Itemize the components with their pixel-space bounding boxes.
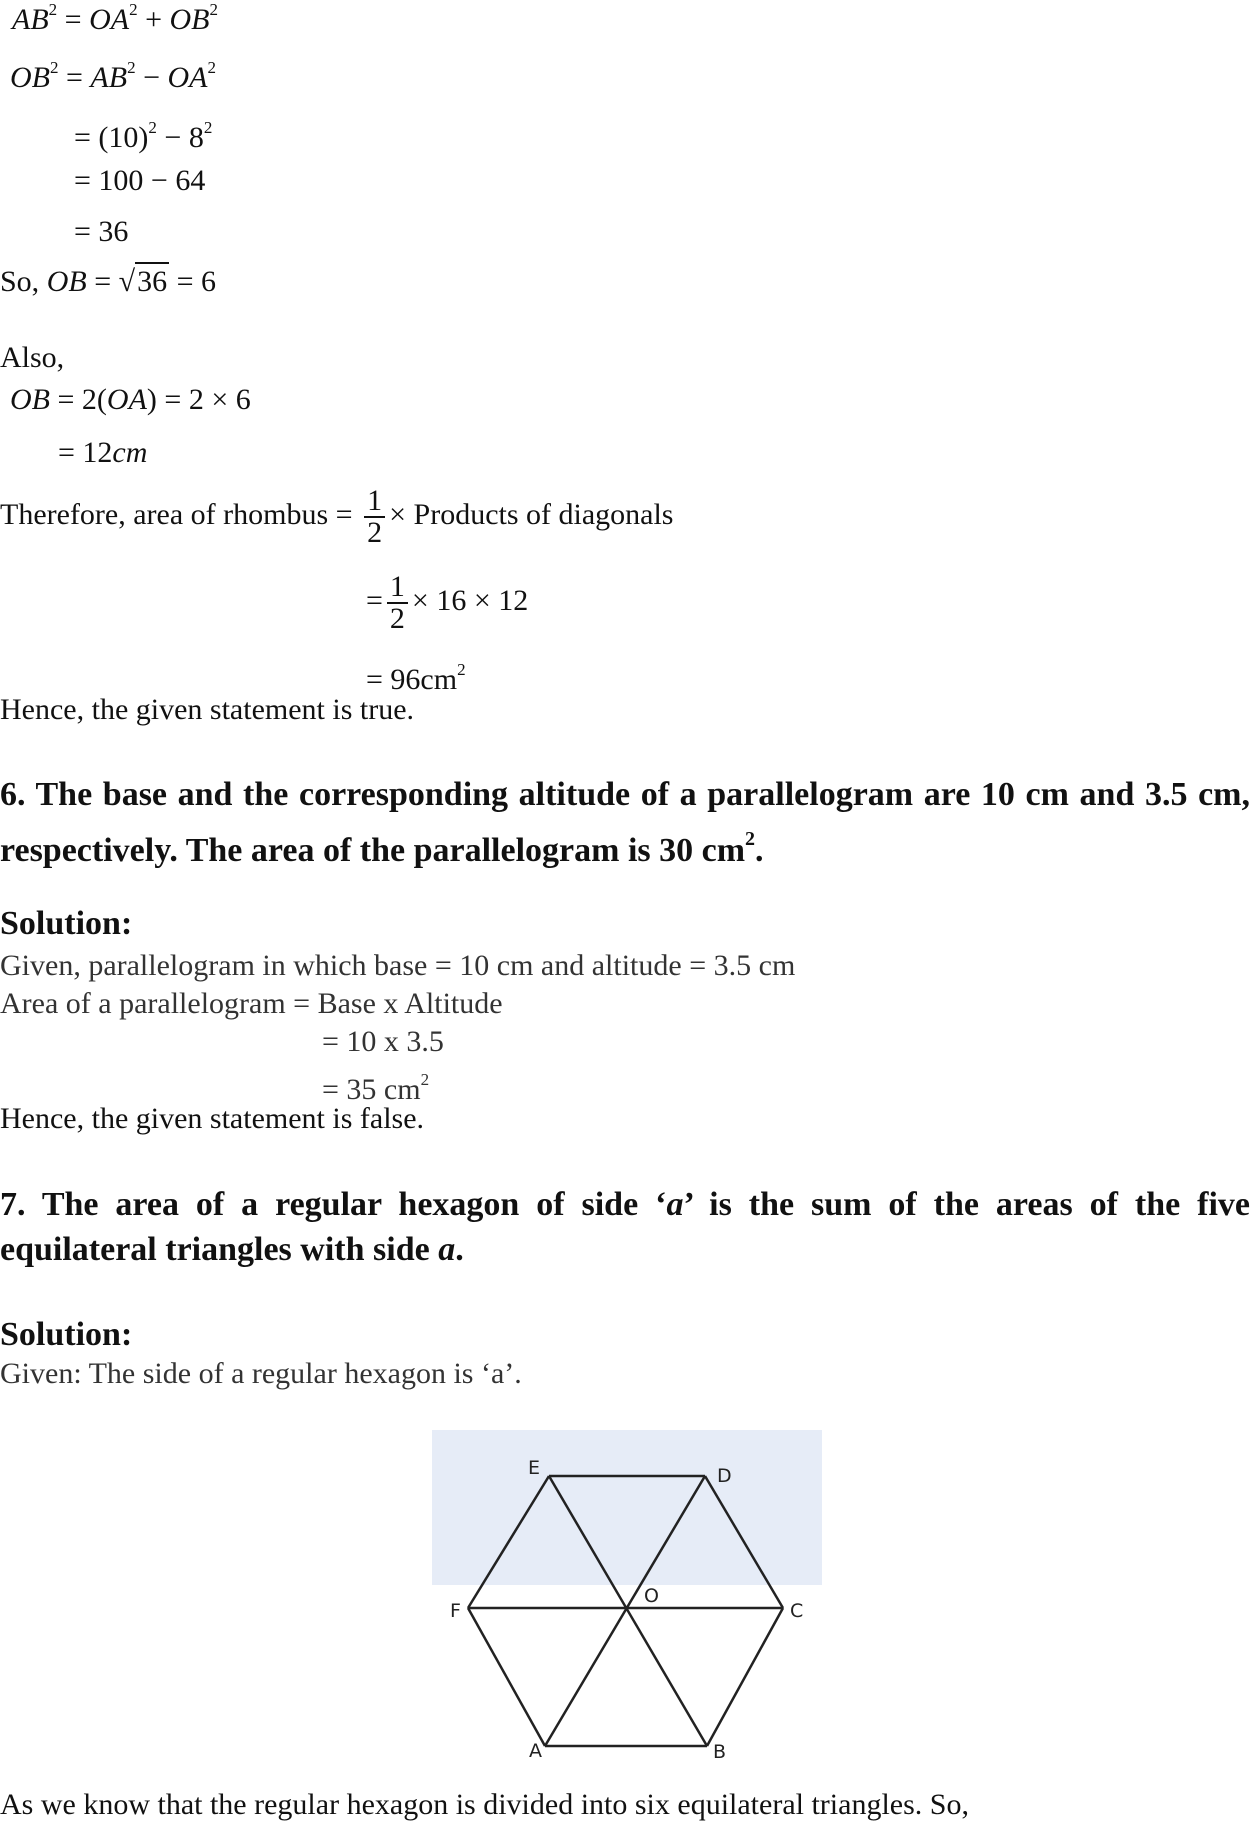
q7-given: Given: The side of a regular hexagon is ‘a’. (0, 1357, 522, 1390)
vertex-label-o: O (644, 1585, 659, 1607)
q7-closing: As we know that the regular hexagon is divided into six equilateral triangles. So, (0, 1788, 969, 1821)
q6-given: Given, parallelogram in which base = 10 cm and altitude = 3.5 cm (0, 949, 796, 982)
question-6: 6. The base and the corresponding altitude of a parallelogram are 10 cm and 3.5 cm, respectively. The area of the parallelogram is 30 $cm^2$. (0, 776, 1250, 869)
eq-pythagoras: $AB^2 = OA^2 + OB^2$ (12, 0, 218, 36)
area-result: = $96cm^2$ (366, 660, 466, 696)
also-label: Also, (0, 341, 65, 374)
area-calc: = $\frac{1}{2}$ × 16 × 12 (366, 570, 529, 636)
q6-formula: Area of a parallelogram = Base x Altitude (0, 987, 503, 1020)
vertex-label-e: E (528, 1457, 541, 1479)
question-7: 7. The area of a regular hexagon of side ‘a’ is the sum of the areas of the five equilateral triangles with side a. (0, 1186, 1250, 1268)
solution-label-6: Solution: (0, 905, 133, 942)
conclusion-true: Hence, the given statement is true. (0, 693, 415, 726)
vertex-label-c: C (790, 1600, 804, 1622)
eq-ob-12cm: = 12cm (58, 436, 148, 469)
area-formula: Therefore, area of rhombus = $\frac{1}{2}$ × Products of diagonals (0, 484, 674, 550)
figure-background (432, 1430, 822, 1585)
eq-ob-root: So, OB = √36 = 6 (0, 262, 216, 300)
edge-af (468, 1608, 545, 1746)
sqrt-sign: √ (118, 265, 136, 298)
vertex-label-d: D (717, 1465, 732, 1487)
solution-label-7: Solution: (0, 1316, 133, 1353)
vertex-label-a: A (529, 1740, 542, 1762)
eq-ob-squared: $OB^2 = AB^2 - OA^2$ (10, 58, 216, 94)
q6-calc-1: = 10 x 3.5 (322, 1025, 444, 1058)
eq-subtraction: = 100 − 64 (74, 164, 206, 197)
eq-result-36: = 36 (74, 215, 129, 248)
hexagon-diagram (432, 1430, 822, 1770)
fraction-half: $\frac{1}{2}$ (387, 572, 408, 634)
vertex-label-b: B (713, 1741, 727, 1763)
edge-cb (707, 1608, 783, 1746)
conclusion-false: Hence, the given statement is false. (0, 1102, 425, 1135)
fraction-half: $\frac{1}{2}$ (364, 486, 385, 548)
q6-calc-2: = 35 $cm^2$ (322, 1070, 430, 1106)
vertex-label-f: F (450, 1600, 461, 1622)
eq-substitution: = $(10)^2 - 8^2$ (74, 118, 213, 154)
eq-ob-double: OB = 2(OA) = 2 × 6 (10, 383, 251, 416)
